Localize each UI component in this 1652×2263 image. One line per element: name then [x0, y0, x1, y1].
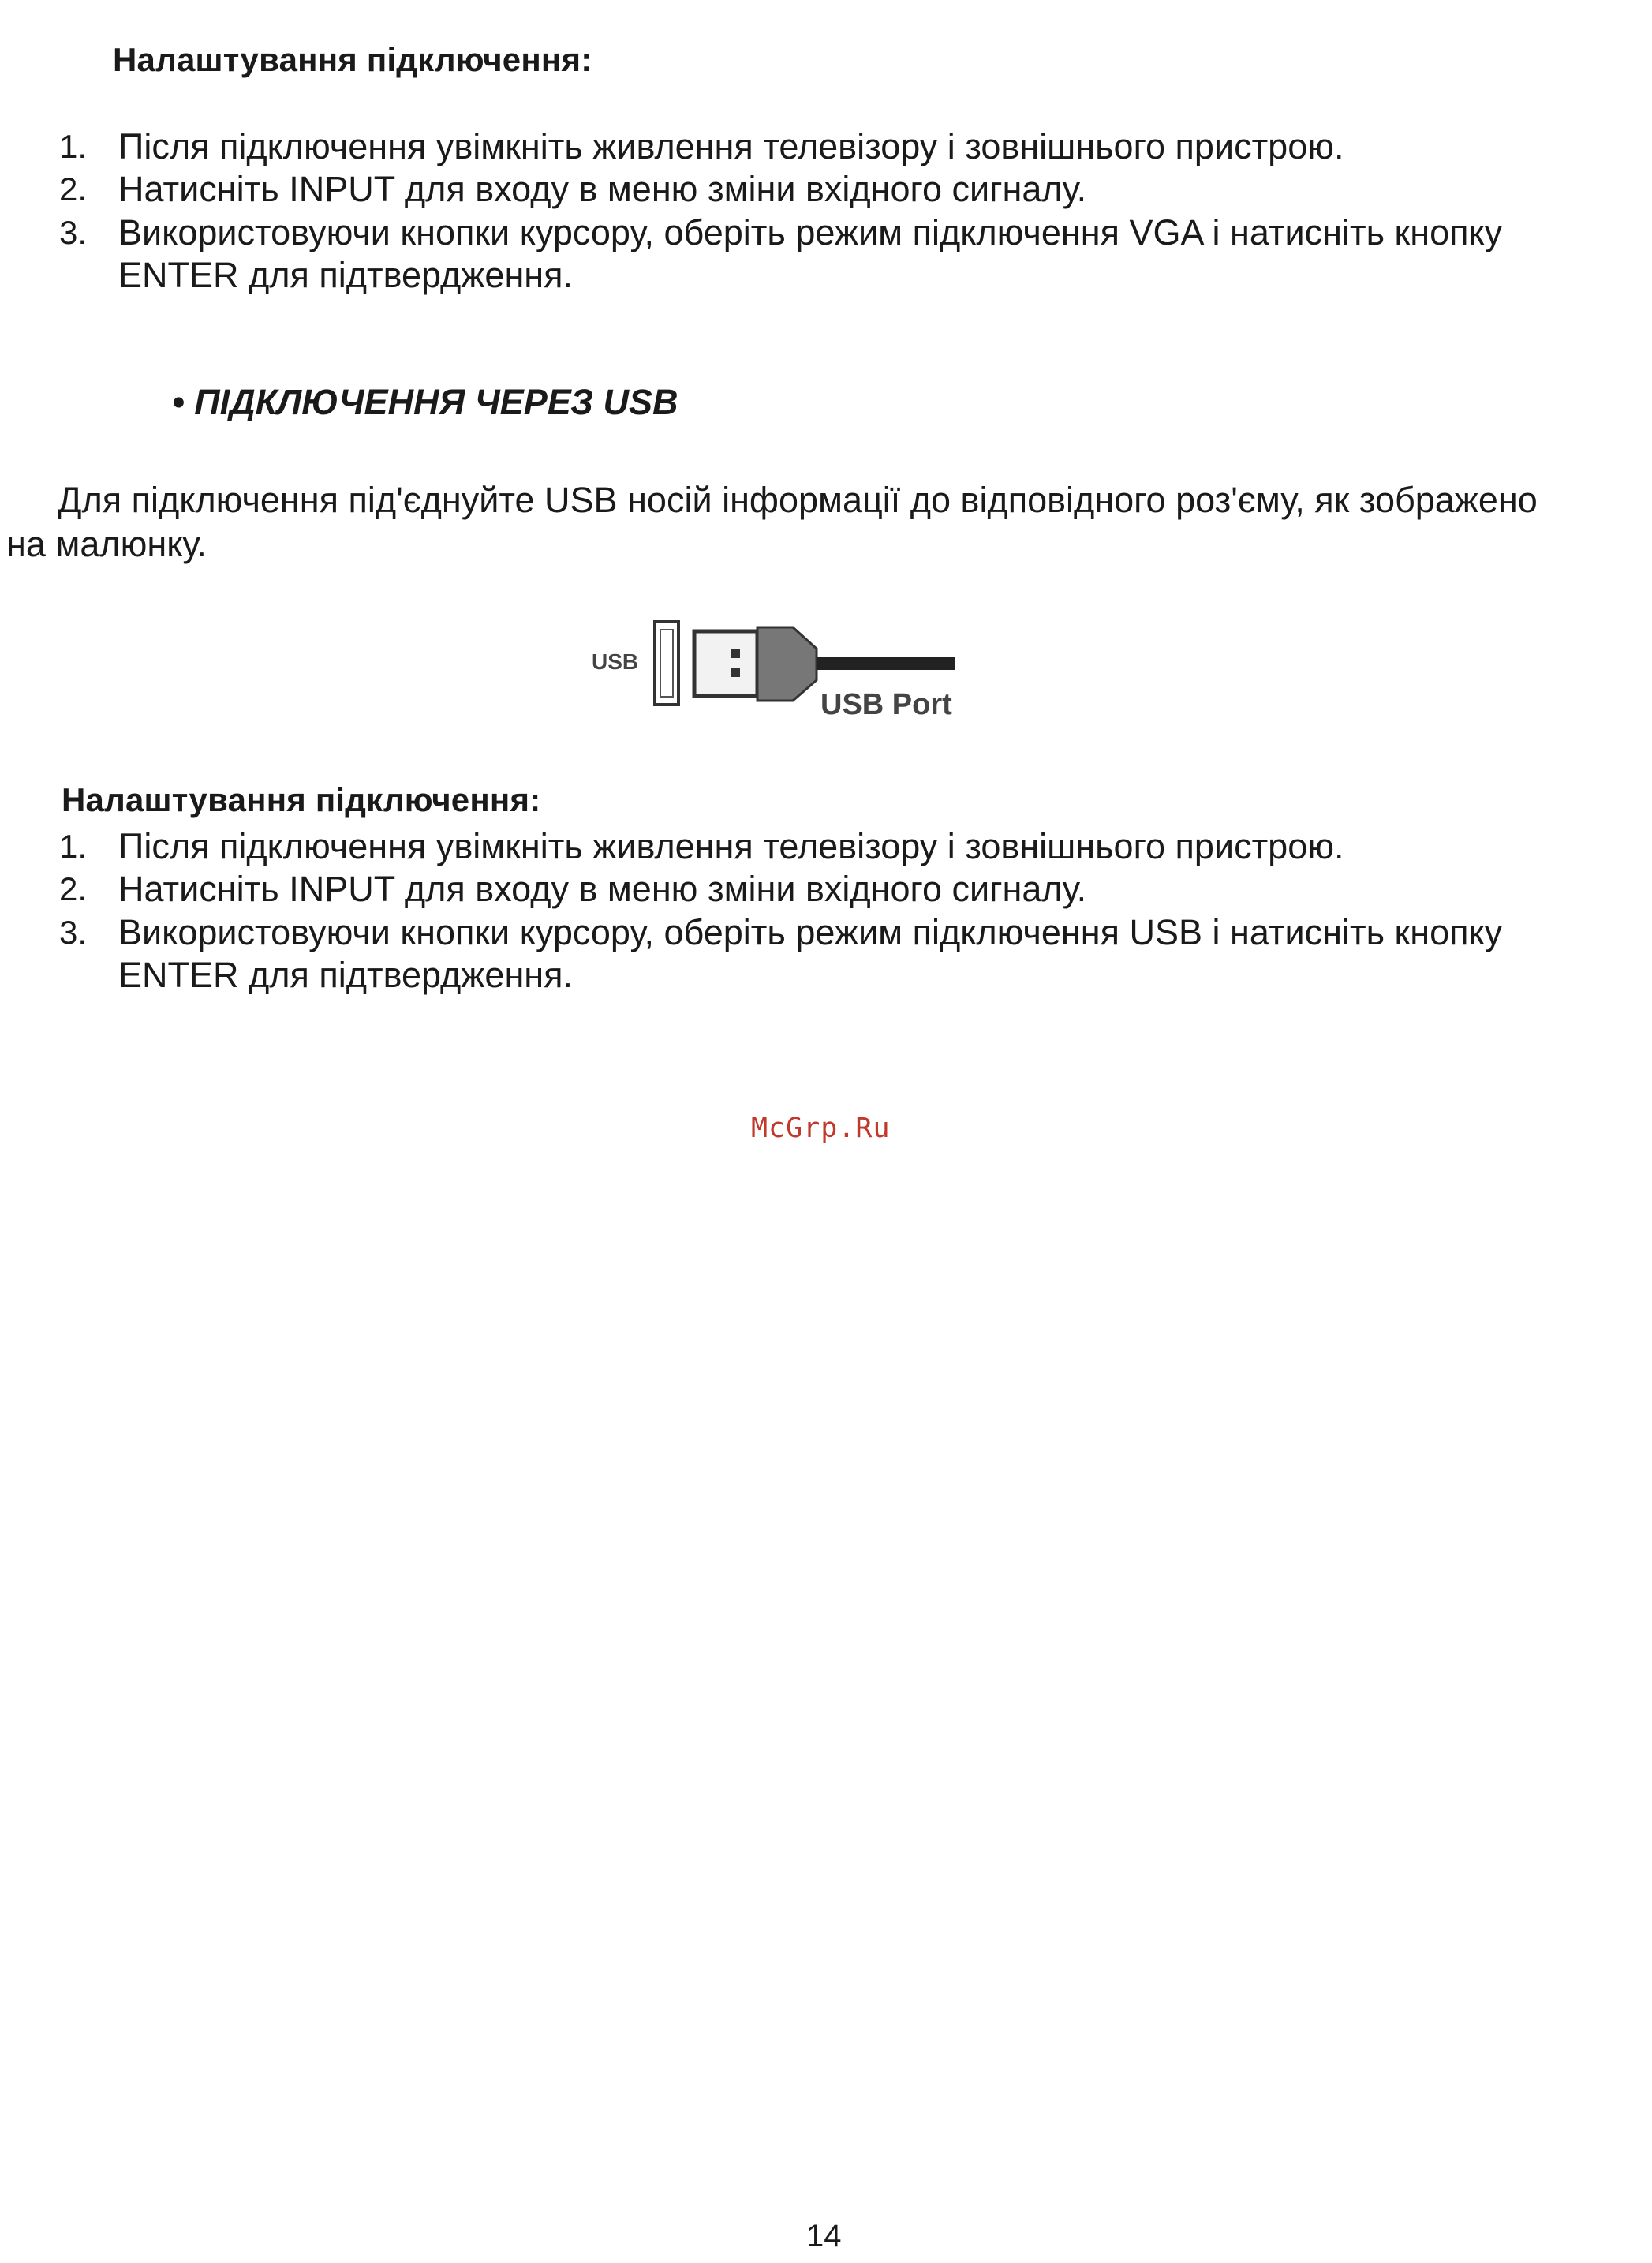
- step-text-continuation: ENTER для підтвердження.: [118, 955, 574, 995]
- usb-section-title: • ПІДКЛЮЧЕННЯ ЧЕРЕЗ USB: [172, 382, 678, 422]
- step-text: Натисніть INPUT для входу в меню зміни вхідного сигналу.: [118, 169, 1087, 209]
- step-text-continuation: ENTER для підтвердження.: [118, 255, 574, 295]
- section2-heading: Налаштування підключення:: [62, 781, 541, 818]
- usb-socket-icon: [655, 622, 678, 705]
- step-text: Використовуючи кнопки курсору, оберіть режим підключення VGA і натисніть кнопку: [118, 212, 1503, 252]
- step-text: Після підключення увімкніть живлення телевізору і зовнішнього пристрою.: [118, 826, 1344, 866]
- step-number: 2.: [59, 170, 88, 208]
- usb-connection-diagram: [584, 615, 978, 734]
- step-number: 3.: [59, 214, 88, 251]
- step-number: 3.: [59, 914, 88, 951]
- step-text: Після підключення увімкніть живлення телевізору і зовнішнього пристрою.: [118, 126, 1344, 166]
- section1-heading: Налаштування підключення:: [113, 41, 592, 78]
- step-number: 2.: [59, 870, 88, 907]
- step-text: Натисніть INPUT для входу в меню зміни вхідного сигналу.: [118, 869, 1087, 909]
- usb-intro-line-2: на малюнку.: [6, 524, 207, 564]
- usb-port-label: USB Port: [820, 688, 952, 721]
- page-number: 14: [806, 2219, 842, 2254]
- step-text: Використовуючи кнопки курсору, оберіть режим підключення USB і натисніть кнопку: [118, 912, 1503, 952]
- step-number: 1.: [59, 828, 88, 865]
- usb-socket-label: USB: [592, 649, 639, 674]
- watermark: McGrp.Ru: [751, 1113, 891, 1144]
- usb-intro-line-1: Для підключення під'єднуйте USB носій інформації до відповідного роз'єму, як зображено: [58, 480, 1538, 520]
- step-number: 1.: [59, 128, 88, 165]
